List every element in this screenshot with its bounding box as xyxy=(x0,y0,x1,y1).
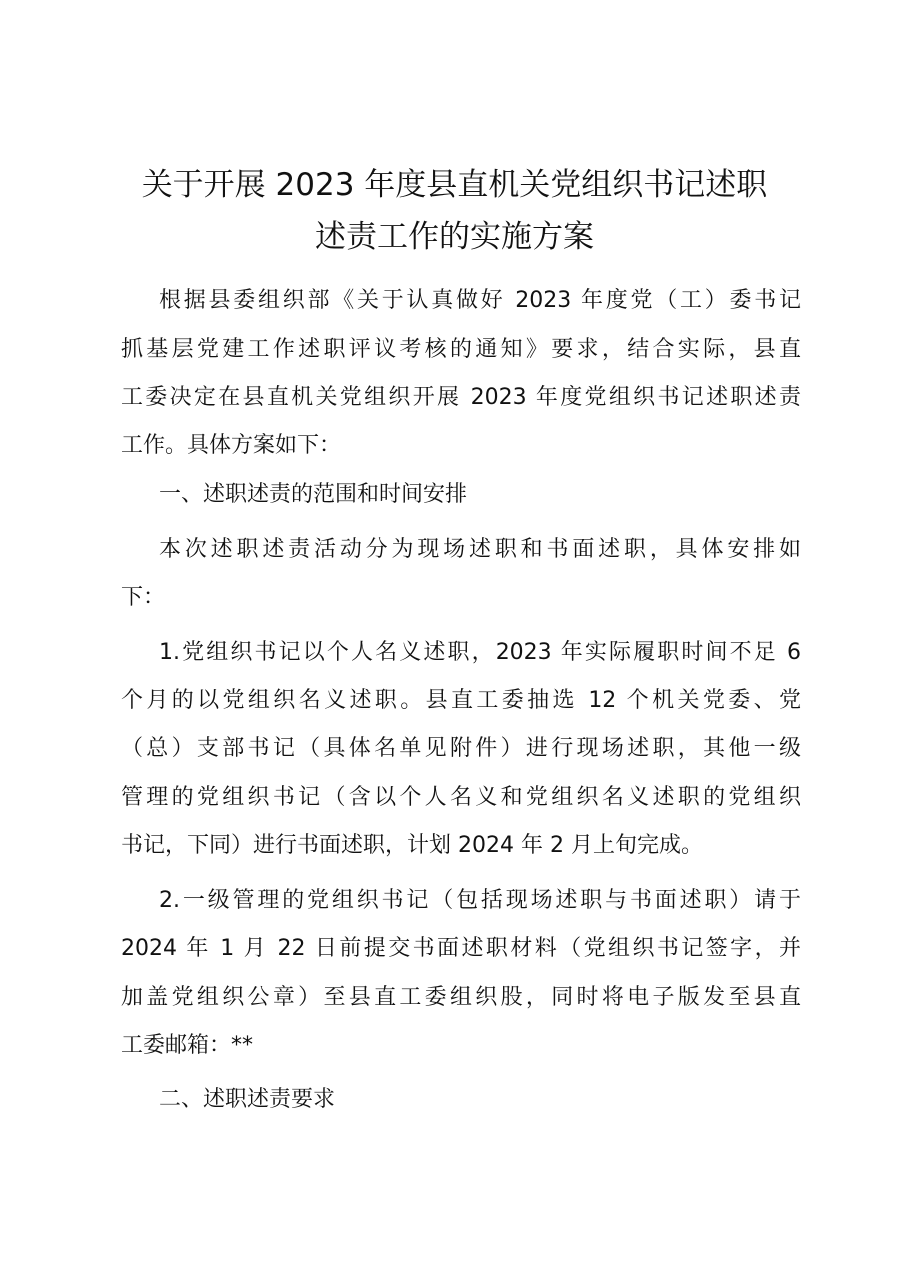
body-line: 书记，下同）进行书面述职，计划 2024 年 2 月上旬完成。 xyxy=(121,833,703,858)
body-line: （总）支部书记（具体名单见附件）进行现场述职，其他一级 xyxy=(121,736,801,761)
body-line: 根据县委组织部《关于认真做好 2023 年度党（工）委书记 xyxy=(159,288,801,313)
section-heading-2: 二、述职述责要求 xyxy=(159,1087,336,1112)
body-line: 1.党组织书记以个人名义述职，2023 年实际履职时间不足 6 xyxy=(159,640,801,665)
body-line: 工委决定在县直机关党组织开展 2023 年度党组织书记述职述责 xyxy=(121,385,801,410)
document-title-line-1: 关于开展 2023 年度县直机关党组织书记述职 xyxy=(141,167,768,203)
section-heading-1: 一、述职述责的范围和时间安排 xyxy=(159,482,468,507)
body-line: 个月的以党组织名义述职。县直工委抽选 12 个机关党委、党 xyxy=(121,688,801,713)
body-line: 抓基层党建工作述职评议考核的通知》要求，结合实际，县直 xyxy=(121,337,801,362)
body-line: 下： xyxy=(121,585,166,610)
body-line: 工委邮箱：** xyxy=(121,1033,254,1058)
body-line: 2024 年 1 月 22 日前提交书面述职材料（党组织书记签字，并 xyxy=(121,936,801,961)
body-line: 工作。具体方案如下： xyxy=(121,433,342,458)
body-line: 本次述职述责活动分为现场述职和书面述职，具体安排如 xyxy=(159,537,801,562)
body-line: 加盖党组织公章）至县直工委组织股，同时将电子版发至县直 xyxy=(121,985,801,1010)
document-title-line-2: 述责工作的实施方案 xyxy=(315,219,594,255)
body-line: 管理的党组织书记（含以个人名义和党组织名义述职的党组织 xyxy=(121,785,801,810)
body-line: 2.一级管理的党组织书记（包括现场述职与书面述职）请于 xyxy=(159,888,801,913)
